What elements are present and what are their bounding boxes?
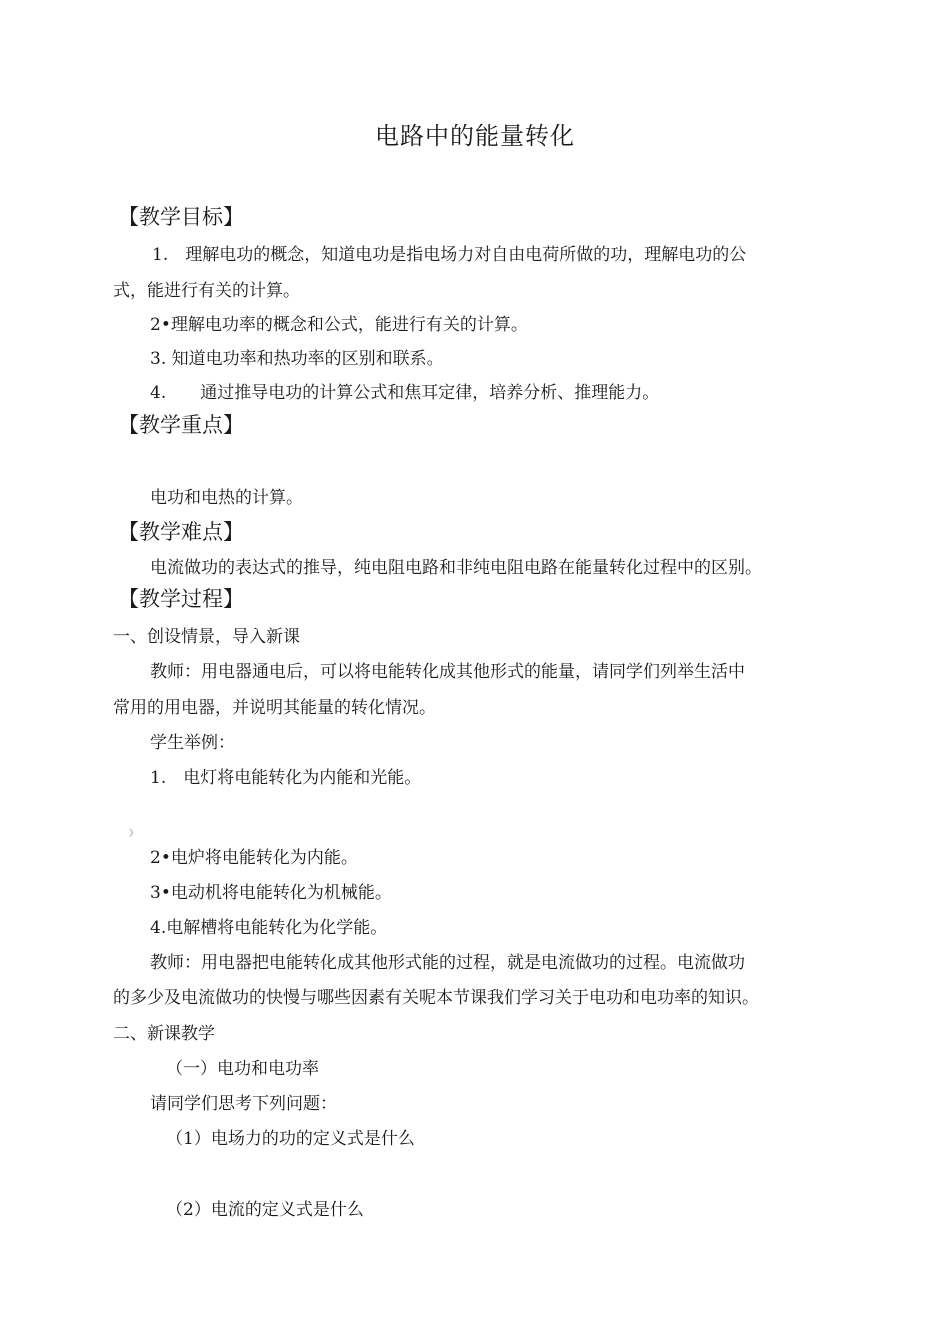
students-label: 学生举例： bbox=[150, 733, 235, 753]
objective-3: 3. 知道电功率和热功率的区别和联系。 bbox=[150, 349, 444, 369]
difficulties-heading: 【教学难点】 bbox=[118, 520, 244, 544]
process-heading: 【教学过程】 bbox=[118, 587, 244, 611]
objective-4: 4. 通过推导电功的计算公式和焦耳定律，培养分析、推理能力。 bbox=[150, 383, 660, 403]
question-1: （1）电场力的功的定义式是什么 bbox=[166, 1129, 415, 1149]
objectives-heading: 【教学目标】 bbox=[118, 205, 244, 229]
question-intro: 请同学们思考下列问题： bbox=[150, 1094, 337, 1114]
objective-1-line-1: 1. 理解电功的概念，知道电功是指电场力对自由电荷所做的功，理解电功的公 bbox=[152, 245, 747, 265]
key-points-heading: 【教学重点】 bbox=[118, 413, 244, 437]
example-1: 1. 电灯将电能转化为内能和光能。 bbox=[150, 768, 422, 788]
teacher-summary-line-2: 的多少及电流做功的快慢与哪些因素有关呢本节课我们学习关于电功和电功率的知识。 bbox=[113, 988, 759, 1008]
page-title: 电路中的能量转化 bbox=[375, 122, 575, 150]
key-points-text: 电功和电热的计算。 bbox=[150, 488, 303, 508]
teacher-intro-line-2: 常用的用电器，并说明其能量的转化情况。 bbox=[113, 698, 436, 718]
objective-2: 2•理解电功率的概念和公式，能进行有关的计算。 bbox=[150, 315, 528, 335]
part-2-heading: 二、新课教学 bbox=[113, 1024, 215, 1044]
example-3: 3•电动机将电能转化为机械能。 bbox=[150, 883, 392, 903]
difficulties-text: 电流做功的表达式的推导，纯电阻电路和非纯电阻电路在能量转化过程中的区别。 bbox=[150, 558, 762, 578]
subsection-1-heading: （一）电功和电功率 bbox=[166, 1059, 319, 1079]
example-4: 4.电解槽将电能转化为化学能。 bbox=[150, 918, 388, 938]
objective-1-line-2: 式，能进行有关的计算。 bbox=[113, 281, 300, 301]
teacher-summary-line-1: 教师：用电器把电能转化成其他形式能的过程，就是电流做功的过程。电流做功 bbox=[150, 953, 745, 973]
stray-mark: 》 bbox=[129, 829, 139, 839]
example-2: 2•电炉将电能转化为内能。 bbox=[150, 848, 358, 868]
part-1-heading: 一、创设情景，导入新课 bbox=[113, 627, 300, 647]
teacher-intro-line-1: 教师：用电器通电后，可以将电能转化成其他形式的能量，请同学们列举生活中 bbox=[150, 662, 745, 682]
question-2: （2）电流的定义式是什么 bbox=[166, 1200, 364, 1220]
